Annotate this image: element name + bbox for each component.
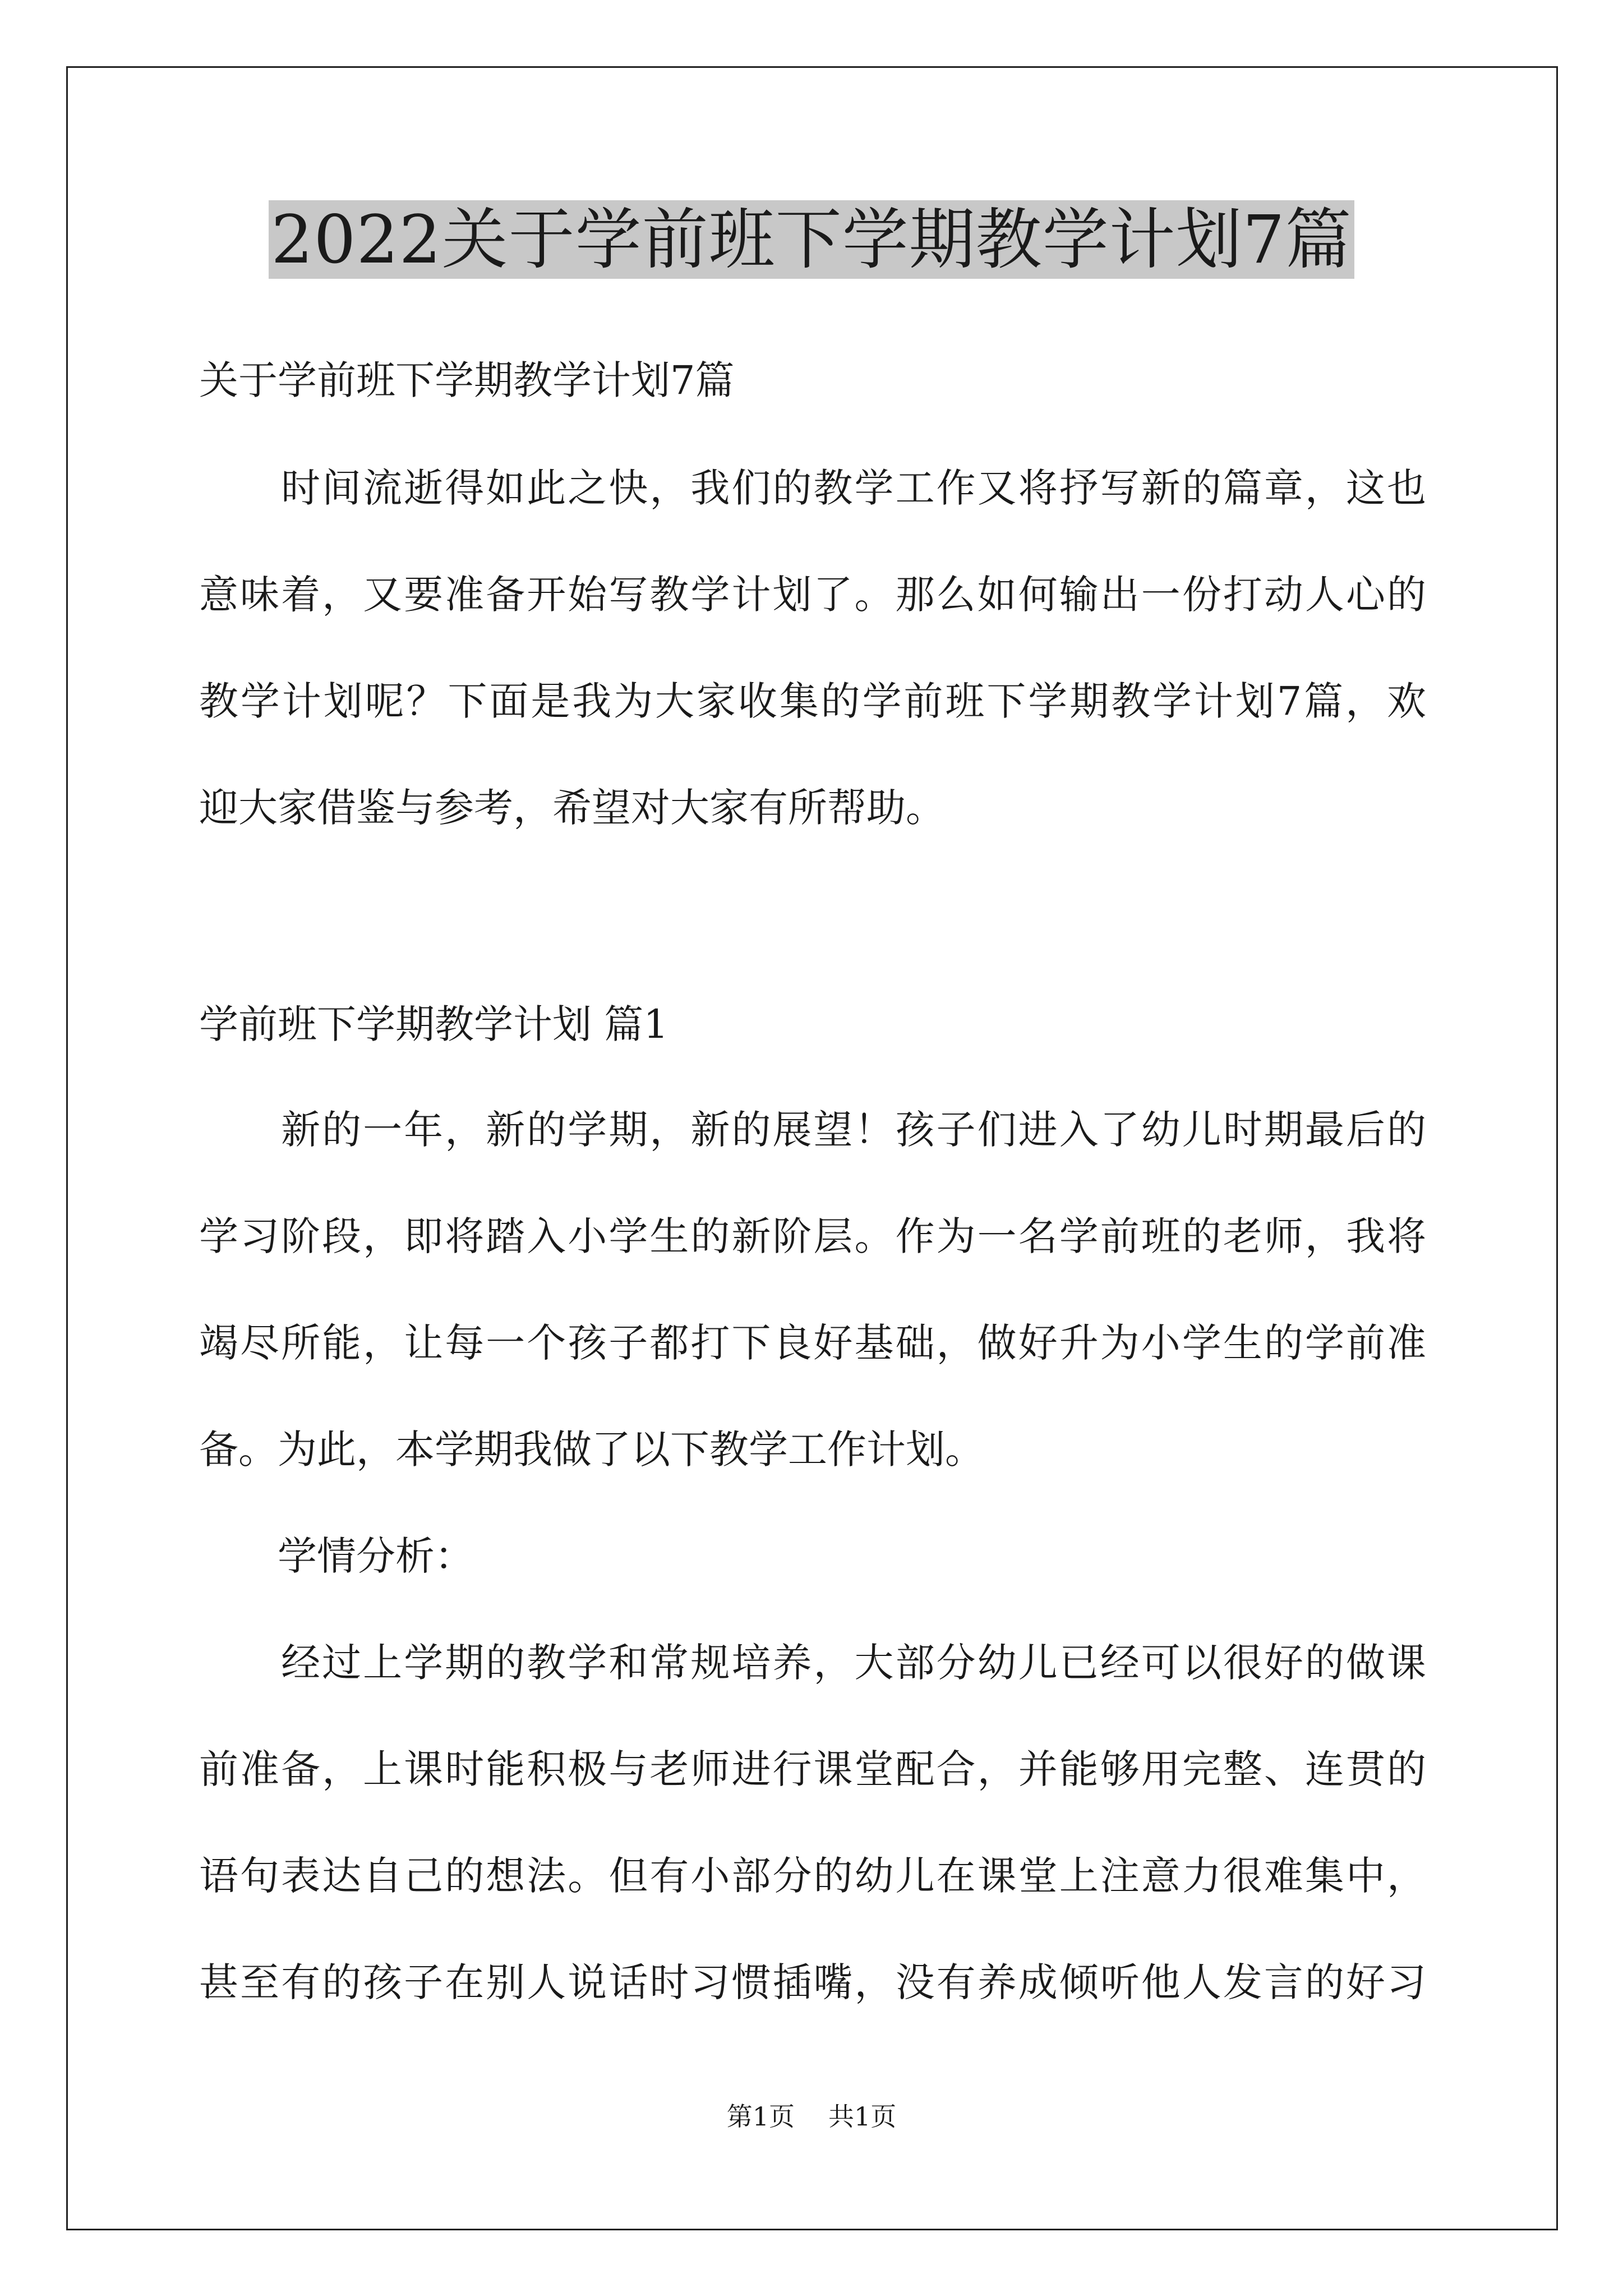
document-subtitle: 关于学前班下学期教学计划7篇 [199,357,735,403]
section-line: 新的一年，新的学期，新的展望！孩子们进入了幼儿时期最后的 [199,1107,1426,1153]
section-line: 备。为此，本学期我做了以下教学工作计划。 [199,1427,984,1473]
section-line: 竭尽所能，让每一个孩子都打下良好基础，做好升为小学生的学前准 [199,1320,1426,1366]
section-heading: 学前班下学期教学计划 篇1 [199,1001,668,1047]
intro-line: 教学计划呢？下面是我为大家收集的学前班下学期教学计划7篇，欢 [199,678,1426,724]
document-title: 2022关于学前班下学期教学计划7篇 [269,200,1354,279]
analysis-line: 甚至有的孩子在别人说话时习惯插嘴，没有养成倾听他人发言的好习 [199,1959,1426,2005]
analysis-line: 语句表达自己的想法。但有小部分的幼儿在课堂上注意力很难集中， [199,1853,1426,1899]
intro-line: 迎大家借鉴与参考，希望对大家有所帮助。 [199,785,945,831]
page-total: 共1页 [828,2101,897,2132]
page-number: 第1页 [726,2101,795,2132]
analysis-line: 前准备，上课时能积极与老师进行课堂配合，并能够用完整、连贯的 [199,1746,1426,1792]
section-line: 学习阶段，即将踏入小学生的新阶层。作为一名学前班的老师，我将 [199,1213,1426,1259]
intro-line: 意味着，又要准备开始写教学计划了。那么如何输出一份打动人心的 [199,572,1426,618]
page-footer [0,2101,1623,2132]
analysis-line: 经过上学期的教学和常规培养，大部分幼儿已经可以很好的做课 [199,1640,1426,1686]
intro-line: 时间流逝得如此之快，我们的教学工作又将抒写新的篇章，这也 [199,465,1426,511]
analysis-heading: 学情分析： [199,1533,474,1579]
title-container [0,200,1623,279]
